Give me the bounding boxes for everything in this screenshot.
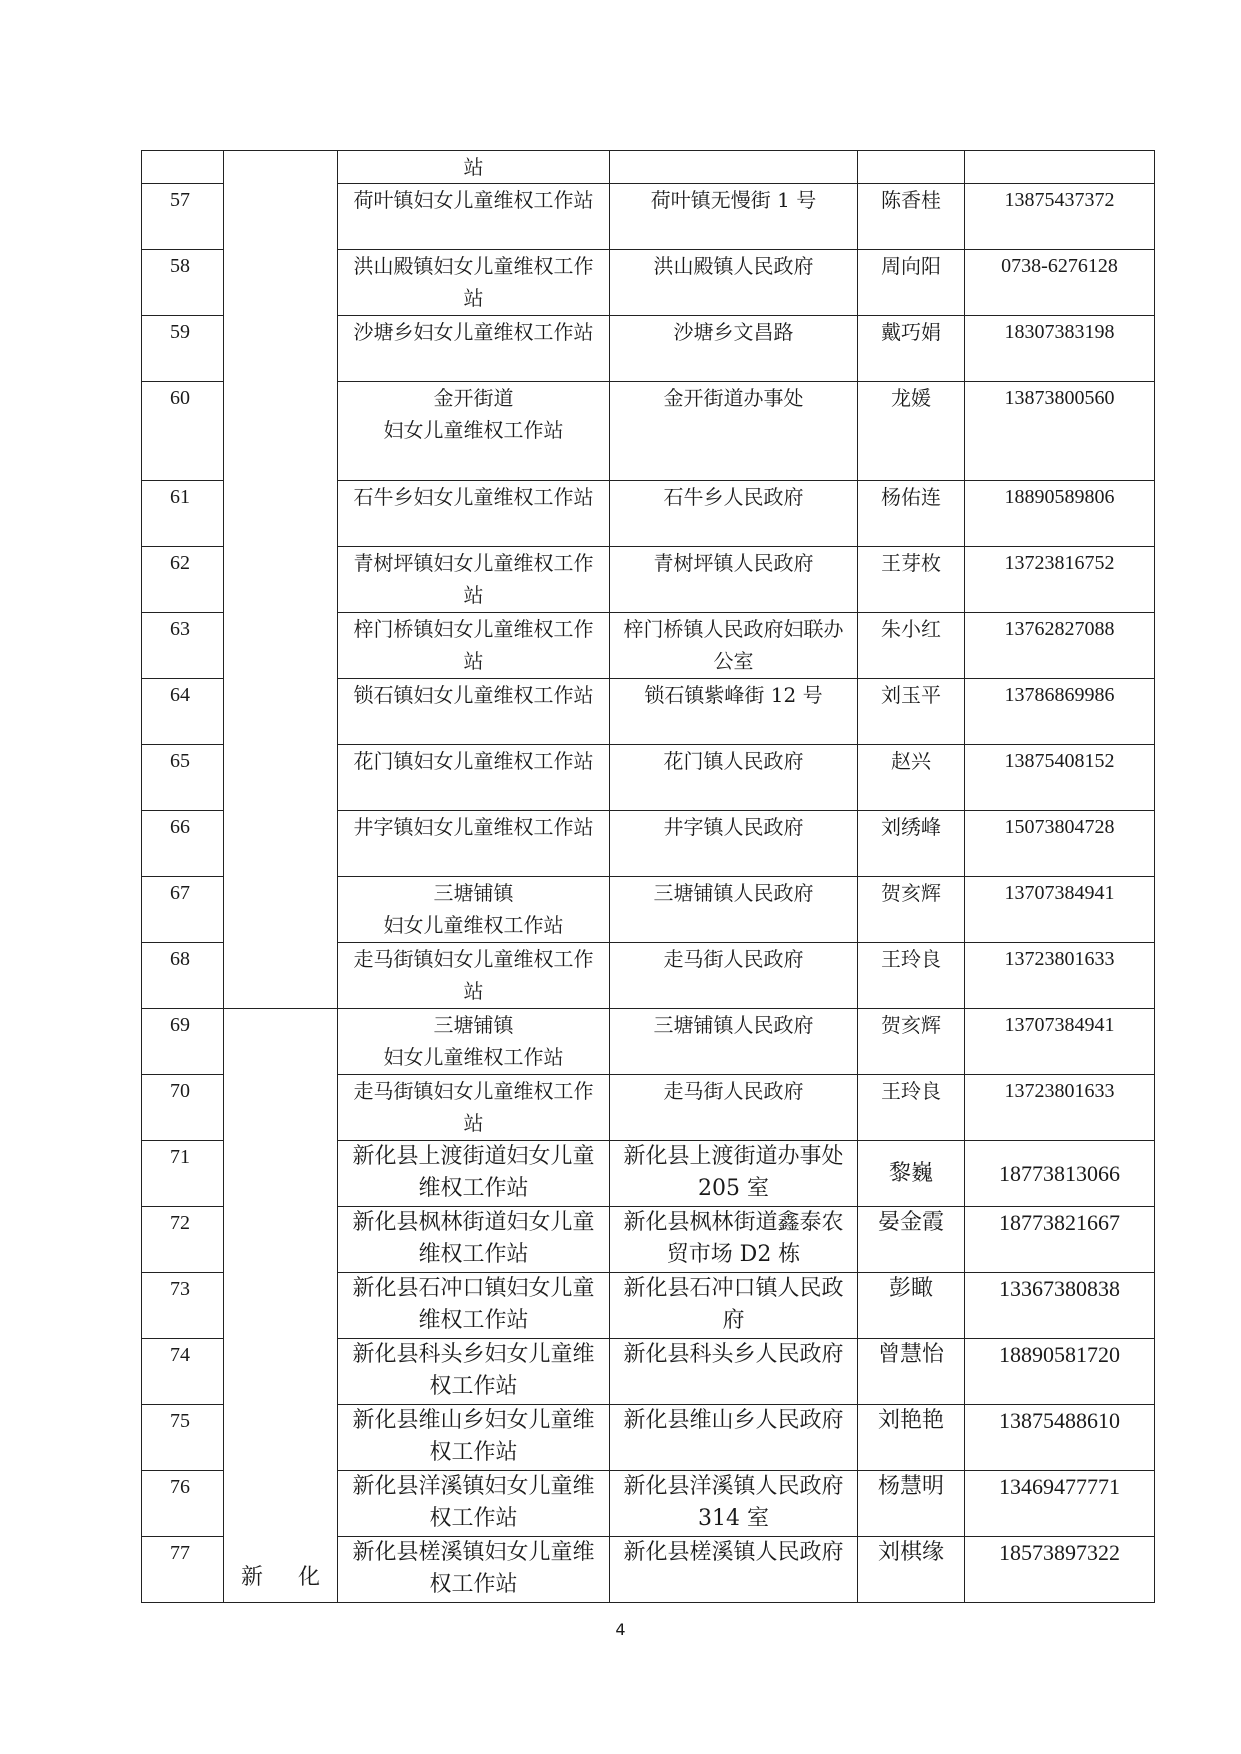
- row-number: 64: [142, 679, 224, 745]
- row-number: 58: [142, 250, 224, 316]
- county-cell-b: [224, 1009, 338, 1603]
- station-name: 新化县枫林街道妇女儿童维权工作站: [338, 1207, 610, 1273]
- station-name-line1: 三塘铺镇: [433, 1013, 514, 1037]
- row-number: 67: [142, 877, 224, 943]
- contact-person: 刘棋缘: [858, 1537, 965, 1603]
- contact-person: 刘玉平: [858, 679, 965, 745]
- station-address: 新化县上渡街道办事处 205 室: [610, 1141, 858, 1207]
- row-number: 69: [142, 1009, 224, 1075]
- station-address: 梓门桥镇人民政府妇联办公室: [610, 613, 858, 679]
- station-address: 新化县石冲口镇人民政府: [610, 1273, 858, 1339]
- station-address: 三塘铺镇人民政府: [610, 1009, 858, 1075]
- row-number: 71: [142, 1141, 224, 1207]
- contact-person: 彭瞰: [858, 1273, 965, 1339]
- row-number: 59: [142, 316, 224, 382]
- contact-phone: 13723801633: [965, 943, 1155, 1009]
- station-name-line1: 三塘铺镇: [433, 881, 514, 905]
- row-number: 74: [142, 1339, 224, 1405]
- contact-person: 陈香桂: [858, 184, 965, 250]
- contact-person: 刘艳艳: [858, 1405, 965, 1471]
- row-number: 77: [142, 1537, 224, 1603]
- station-name: 花门镇妇女儿童维权工作站: [338, 745, 610, 811]
- row-number: 62: [142, 547, 224, 613]
- row-number: 61: [142, 481, 224, 547]
- station-name: 新化县上渡街道妇女儿童维权工作站: [338, 1141, 610, 1207]
- row-number: 68: [142, 943, 224, 1009]
- contact-person: 王玲良: [858, 1075, 965, 1141]
- row-number: 73: [142, 1273, 224, 1339]
- table-row: [142, 1009, 1155, 1075]
- row-number: 72: [142, 1207, 224, 1273]
- row-number: 63: [142, 613, 224, 679]
- row-number: 57: [142, 184, 224, 250]
- contact-phone: 13875488610: [965, 1405, 1155, 1471]
- row-number: 76: [142, 1471, 224, 1537]
- contact-phone: 13875437372: [965, 184, 1155, 250]
- station-name-line2: 妇女儿童维权工作站: [383, 418, 564, 442]
- contact-phone: 13873800560: [965, 382, 1155, 481]
- station-name: [338, 382, 610, 481]
- county-label: 新 化: [241, 1565, 334, 1590]
- station-address: 新化县洋溪镇人民政府 314 室: [610, 1471, 858, 1537]
- station-address: 新化县维山乡人民政府: [610, 1405, 858, 1471]
- contact-phone: 13367380838: [965, 1273, 1155, 1339]
- contact-person: 王玲良: [858, 943, 965, 1009]
- contact-cell: [858, 151, 965, 184]
- station-address: 荷叶镇无慢街 1 号: [610, 184, 858, 250]
- station-address: 走马街人民政府: [610, 943, 858, 1009]
- station-name: 青树坪镇妇女儿童维权工作站: [338, 547, 610, 613]
- row-number: 75: [142, 1405, 224, 1471]
- contact-phone: 18773813066: [965, 1141, 1155, 1207]
- station-table-body: [142, 151, 1155, 1603]
- station-address: 走马街人民政府: [610, 1075, 858, 1141]
- station-name: 井字镇妇女儿童维权工作站: [338, 811, 610, 877]
- contact-person: 朱小红: [858, 613, 965, 679]
- station-address: 洪山殿镇人民政府: [610, 250, 858, 316]
- station-name: 石牛乡妇女儿童维权工作站: [338, 481, 610, 547]
- row-number: 60: [142, 382, 224, 481]
- contact-phone: 18573897322: [965, 1537, 1155, 1603]
- station-name: 新化县维山乡妇女儿童维权工作站: [338, 1405, 610, 1471]
- contact-phone: 13707384941: [965, 1009, 1155, 1075]
- contact-phone: 18773821667: [965, 1207, 1155, 1273]
- contact-phone: 13875408152: [965, 745, 1155, 811]
- station-address: 井字镇人民政府: [610, 811, 858, 877]
- contact-person: 曾慧怡: [858, 1339, 965, 1405]
- station-name: 新化县洋溪镇妇女儿童维权工作站: [338, 1471, 610, 1537]
- station-address: 三塘铺镇人民政府: [610, 877, 858, 943]
- contact-person: 黎巍: [858, 1141, 965, 1207]
- contact-person: 晏金霞: [858, 1207, 965, 1273]
- contact-person: 周向阳: [858, 250, 965, 316]
- station-name: 新化县科头乡妇女儿童维权工作站: [338, 1339, 610, 1405]
- num-cell: [142, 151, 224, 184]
- station-name: 洪山殿镇妇女儿童维权工作站: [338, 250, 610, 316]
- station-address: 锁石镇紫峰街 12 号: [610, 679, 858, 745]
- contact-phone: 13707384941: [965, 877, 1155, 943]
- station-name: [338, 877, 610, 943]
- contact-phone: 13723801633: [965, 1075, 1155, 1141]
- station-address: 石牛乡人民政府: [610, 481, 858, 547]
- contact-phone: 0738-6276128: [965, 250, 1155, 316]
- row-number: 66: [142, 811, 224, 877]
- contact-person: 龙媛: [858, 382, 965, 481]
- station-name-line1: 金开街道: [433, 386, 514, 410]
- station-name: 荷叶镇妇女儿童维权工作站: [338, 184, 610, 250]
- contact-phone: 15073804728: [965, 811, 1155, 877]
- contact-person: 戴巧娟: [858, 316, 965, 382]
- contact-person: 贺亥辉: [858, 1009, 965, 1075]
- station-address: 新化县槎溪镇人民政府: [610, 1537, 858, 1603]
- contact-phone: 18890581720: [965, 1339, 1155, 1405]
- station-name-line2: 妇女儿童维权工作站: [383, 913, 564, 937]
- contact-person: 王芽枚: [858, 547, 965, 613]
- station-address: 新化县枫林街道鑫泰农贸市场 D2 栋: [610, 1207, 858, 1273]
- contact-phone: 18890589806: [965, 481, 1155, 547]
- contact-phone: 13469477771: [965, 1471, 1155, 1537]
- contact-person: 刘绣峰: [858, 811, 965, 877]
- station-address: 金开街道办事处: [610, 382, 858, 481]
- station-name: 走马街镇妇女儿童维权工作站: [338, 943, 610, 1009]
- contact-phone: 18307383198: [965, 316, 1155, 382]
- station-address: 新化县科头乡人民政府: [610, 1339, 858, 1405]
- station-name: [338, 1009, 610, 1075]
- station-address: 沙塘乡文昌路: [610, 316, 858, 382]
- station-name-line2: 妇女儿童维权工作站: [383, 1045, 564, 1069]
- row-number: 65: [142, 745, 224, 811]
- station-name: 锁石镇妇女儿童维权工作站: [338, 679, 610, 745]
- table-row-continuation: [142, 151, 1155, 184]
- station-name-cell: 站: [338, 151, 610, 184]
- station-name: 新化县石冲口镇妇女儿童维权工作站: [338, 1273, 610, 1339]
- contact-person: 赵兴: [858, 745, 965, 811]
- contact-phone: 13762827088: [965, 613, 1155, 679]
- phone-cell: [965, 151, 1155, 184]
- contact-phone: 13723816752: [965, 547, 1155, 613]
- county-cell-a: [224, 151, 338, 1009]
- page-number: 4: [615, 1620, 626, 1639]
- station-table: [141, 150, 1155, 1603]
- station-address: 青树坪镇人民政府: [610, 547, 858, 613]
- station-name: 走马街镇妇女儿童维权工作站: [338, 1075, 610, 1141]
- contact-person: 杨佑连: [858, 481, 965, 547]
- contact-person: 贺亥辉: [858, 877, 965, 943]
- station-name: 新化县槎溪镇妇女儿童维权工作站: [338, 1537, 610, 1603]
- contact-phone: 13786869986: [965, 679, 1155, 745]
- row-number: 70: [142, 1075, 224, 1141]
- station-name: 沙塘乡妇女儿童维权工作站: [338, 316, 610, 382]
- contact-person: 杨慧明: [858, 1471, 965, 1537]
- address-cell: [610, 151, 858, 184]
- station-address: 花门镇人民政府: [610, 745, 858, 811]
- station-name: 梓门桥镇妇女儿童维权工作站: [338, 613, 610, 679]
